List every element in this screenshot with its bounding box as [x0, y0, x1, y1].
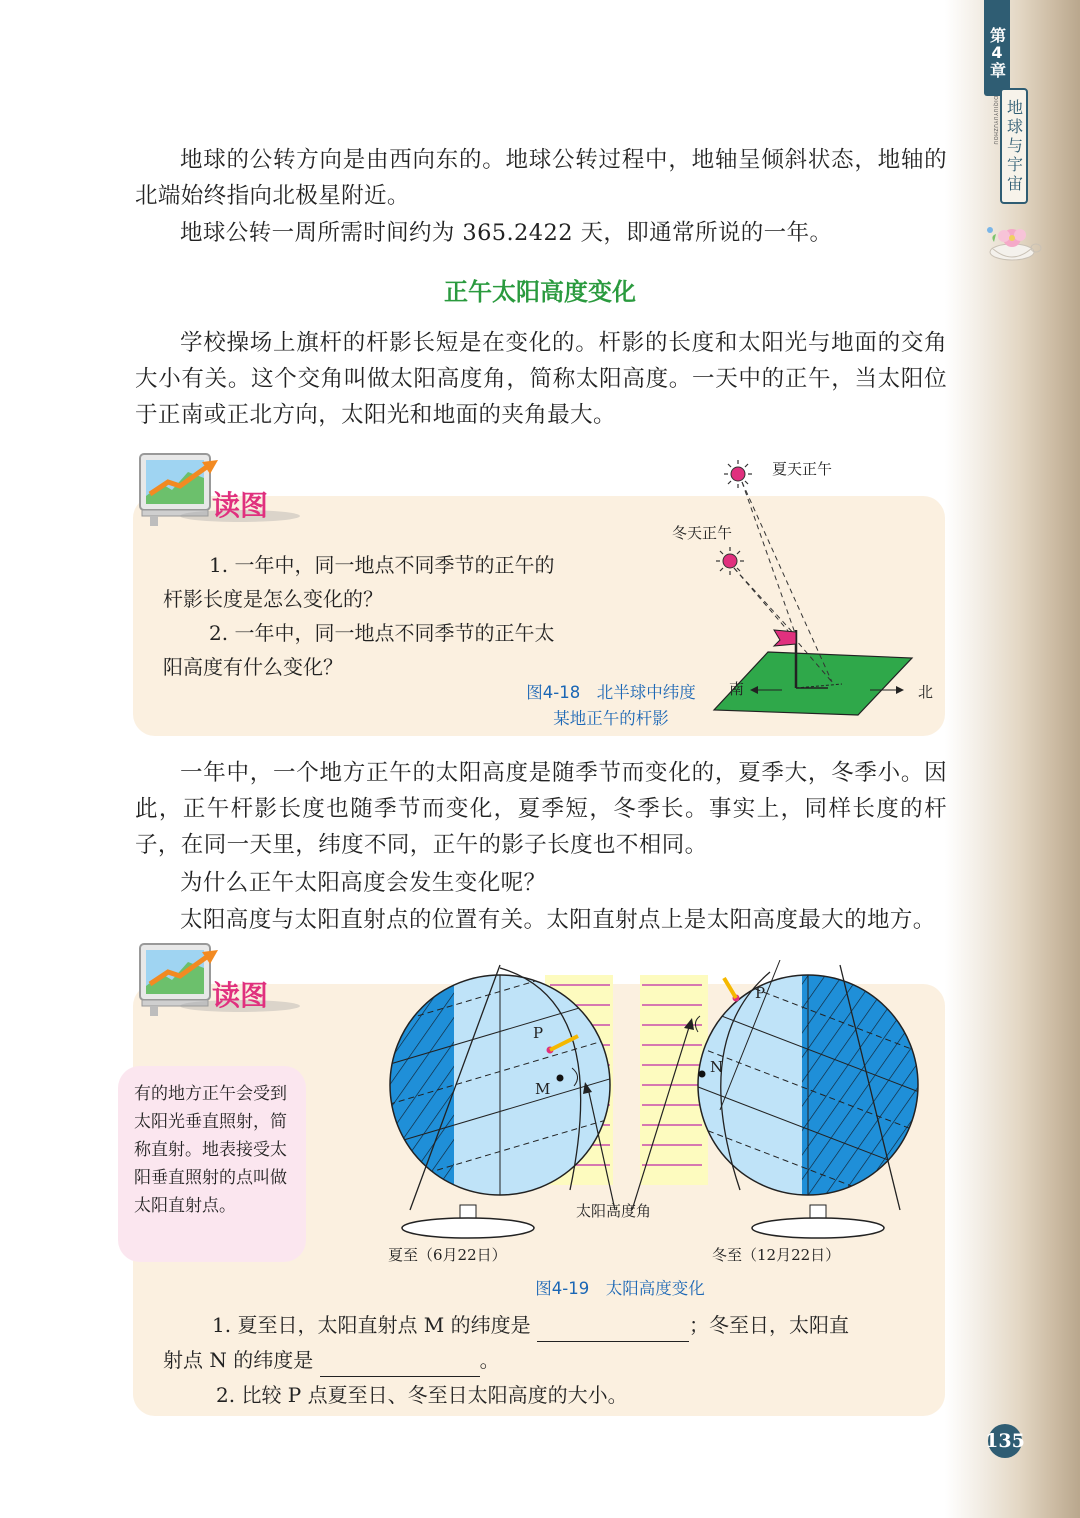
label-winter-solstice: 冬至（12月22日）: [712, 1246, 841, 1264]
chapter-pinyin: DIQIUYUYUZHOU: [992, 96, 998, 146]
point-p-summer: P: [533, 1024, 544, 1042]
winter-sun-icon: [716, 547, 744, 575]
question-compare-p: 2. 比较 P 点夏至日、冬至日太阳高度的大小。: [216, 1383, 628, 1407]
chapter-tab: 第4章: [984, 0, 1010, 96]
answer-blank-m[interactable]: [537, 1320, 689, 1342]
paragraph-solar-altitude: 学校操场上旗杆的杆影长短是在变化的。杆影的长度和太阳光与地面的交角大小有关。这个交角叫做太阳高度角，简称太阳高度。一天中的正午，当太阳位于正南或正北方向，太阳光和地面的夹角最大。: [135, 330, 947, 428]
page-number: 135: [988, 1424, 1022, 1458]
paragraph-subsolar-point: 太阳高度与太阳直射点的位置有关。太阳直射点上是太阳高度最大的地方。: [180, 907, 936, 933]
figure-4-19-caption: 图4-19 太阳高度变化: [535, 1279, 705, 1298]
chapter-title: 地球与宇宙: [1000, 88, 1028, 204]
globe-winter-solstice: [680, 960, 940, 1238]
figure-4-18-caption: [506, 680, 716, 732]
question-1-part-c: 射点 N 的纬度是: [163, 1348, 314, 1372]
paragraph-revolution-direction: 地球的公转方向是由西向东的。地球公转过程中，地轴呈倾斜状态，地轴的北端始终指向北极星附近。: [135, 147, 947, 209]
question-1-part-a: 1. 夏至日，太阳直射点 M 的纬度是: [212, 1313, 531, 1337]
point-p-winter: P: [755, 984, 766, 1002]
paragraph-revolution-period: 地球公转一周所需时间约为 365.2422 天，即通常所说的一年。: [180, 220, 833, 246]
point-m: M: [535, 1080, 551, 1098]
read-label-1: 读图: [212, 489, 269, 522]
label-summer-noon: 夏天正午: [772, 460, 833, 478]
caption-line-2: 某地正午的杆影: [553, 709, 669, 728]
subsolar-point-note: 有的地方正午会受到太阳光垂直照射，简称直射。地表接受太阳垂直照射的点叫做太阳直射点。: [118, 1066, 306, 1262]
label-north: 北: [918, 683, 934, 701]
label-summer-solstice: 夏至（6月22日）: [388, 1246, 507, 1264]
label-solar-altitude-angle: 太阳高度角: [576, 1202, 652, 1220]
question-1-shadow-length: 1. 一年中，同一地点不同季节的正午的杆影长度是怎么变化的？: [163, 553, 555, 611]
question-2-solar-altitude: 2. 一年中，同一地点不同季节的正午太阳高度有什么变化？: [163, 621, 555, 679]
teacup-flower-icon: [982, 218, 1044, 266]
question-1-part-d: 。: [479, 1348, 500, 1372]
paragraph-seasonal-change: 一年中，一个地方正午的太阳高度是随季节而变化的，夏季大，冬季小。因此，正午杆影长度也随季节而变化，夏季短，冬季长。事实上，同样长度的杆子，在同一天里，纬度不同，正午的影子长度也不相同。: [135, 760, 947, 858]
question-subsolar-latitude: [212, 1308, 932, 1342]
flag: [774, 630, 796, 646]
answer-blank-n[interactable]: [320, 1355, 480, 1377]
paragraph-why-question: 为什么正午太阳高度会发生变化呢？: [180, 870, 547, 896]
read-label-2: 读图: [212, 979, 269, 1012]
point-n: N: [710, 1058, 724, 1076]
summer-sun-icon: [724, 460, 752, 488]
label-south: 南: [729, 680, 745, 698]
question-1-part-b: ；冬至日，太阳直: [689, 1313, 849, 1337]
label-winter-noon: 冬天正午: [672, 524, 733, 542]
question-subsolar-latitude-cont: [163, 1343, 883, 1377]
section-heading: 正午太阳高度变化: [444, 278, 636, 306]
caption-line-1: 图4-18 北半球中纬度: [526, 683, 696, 702]
